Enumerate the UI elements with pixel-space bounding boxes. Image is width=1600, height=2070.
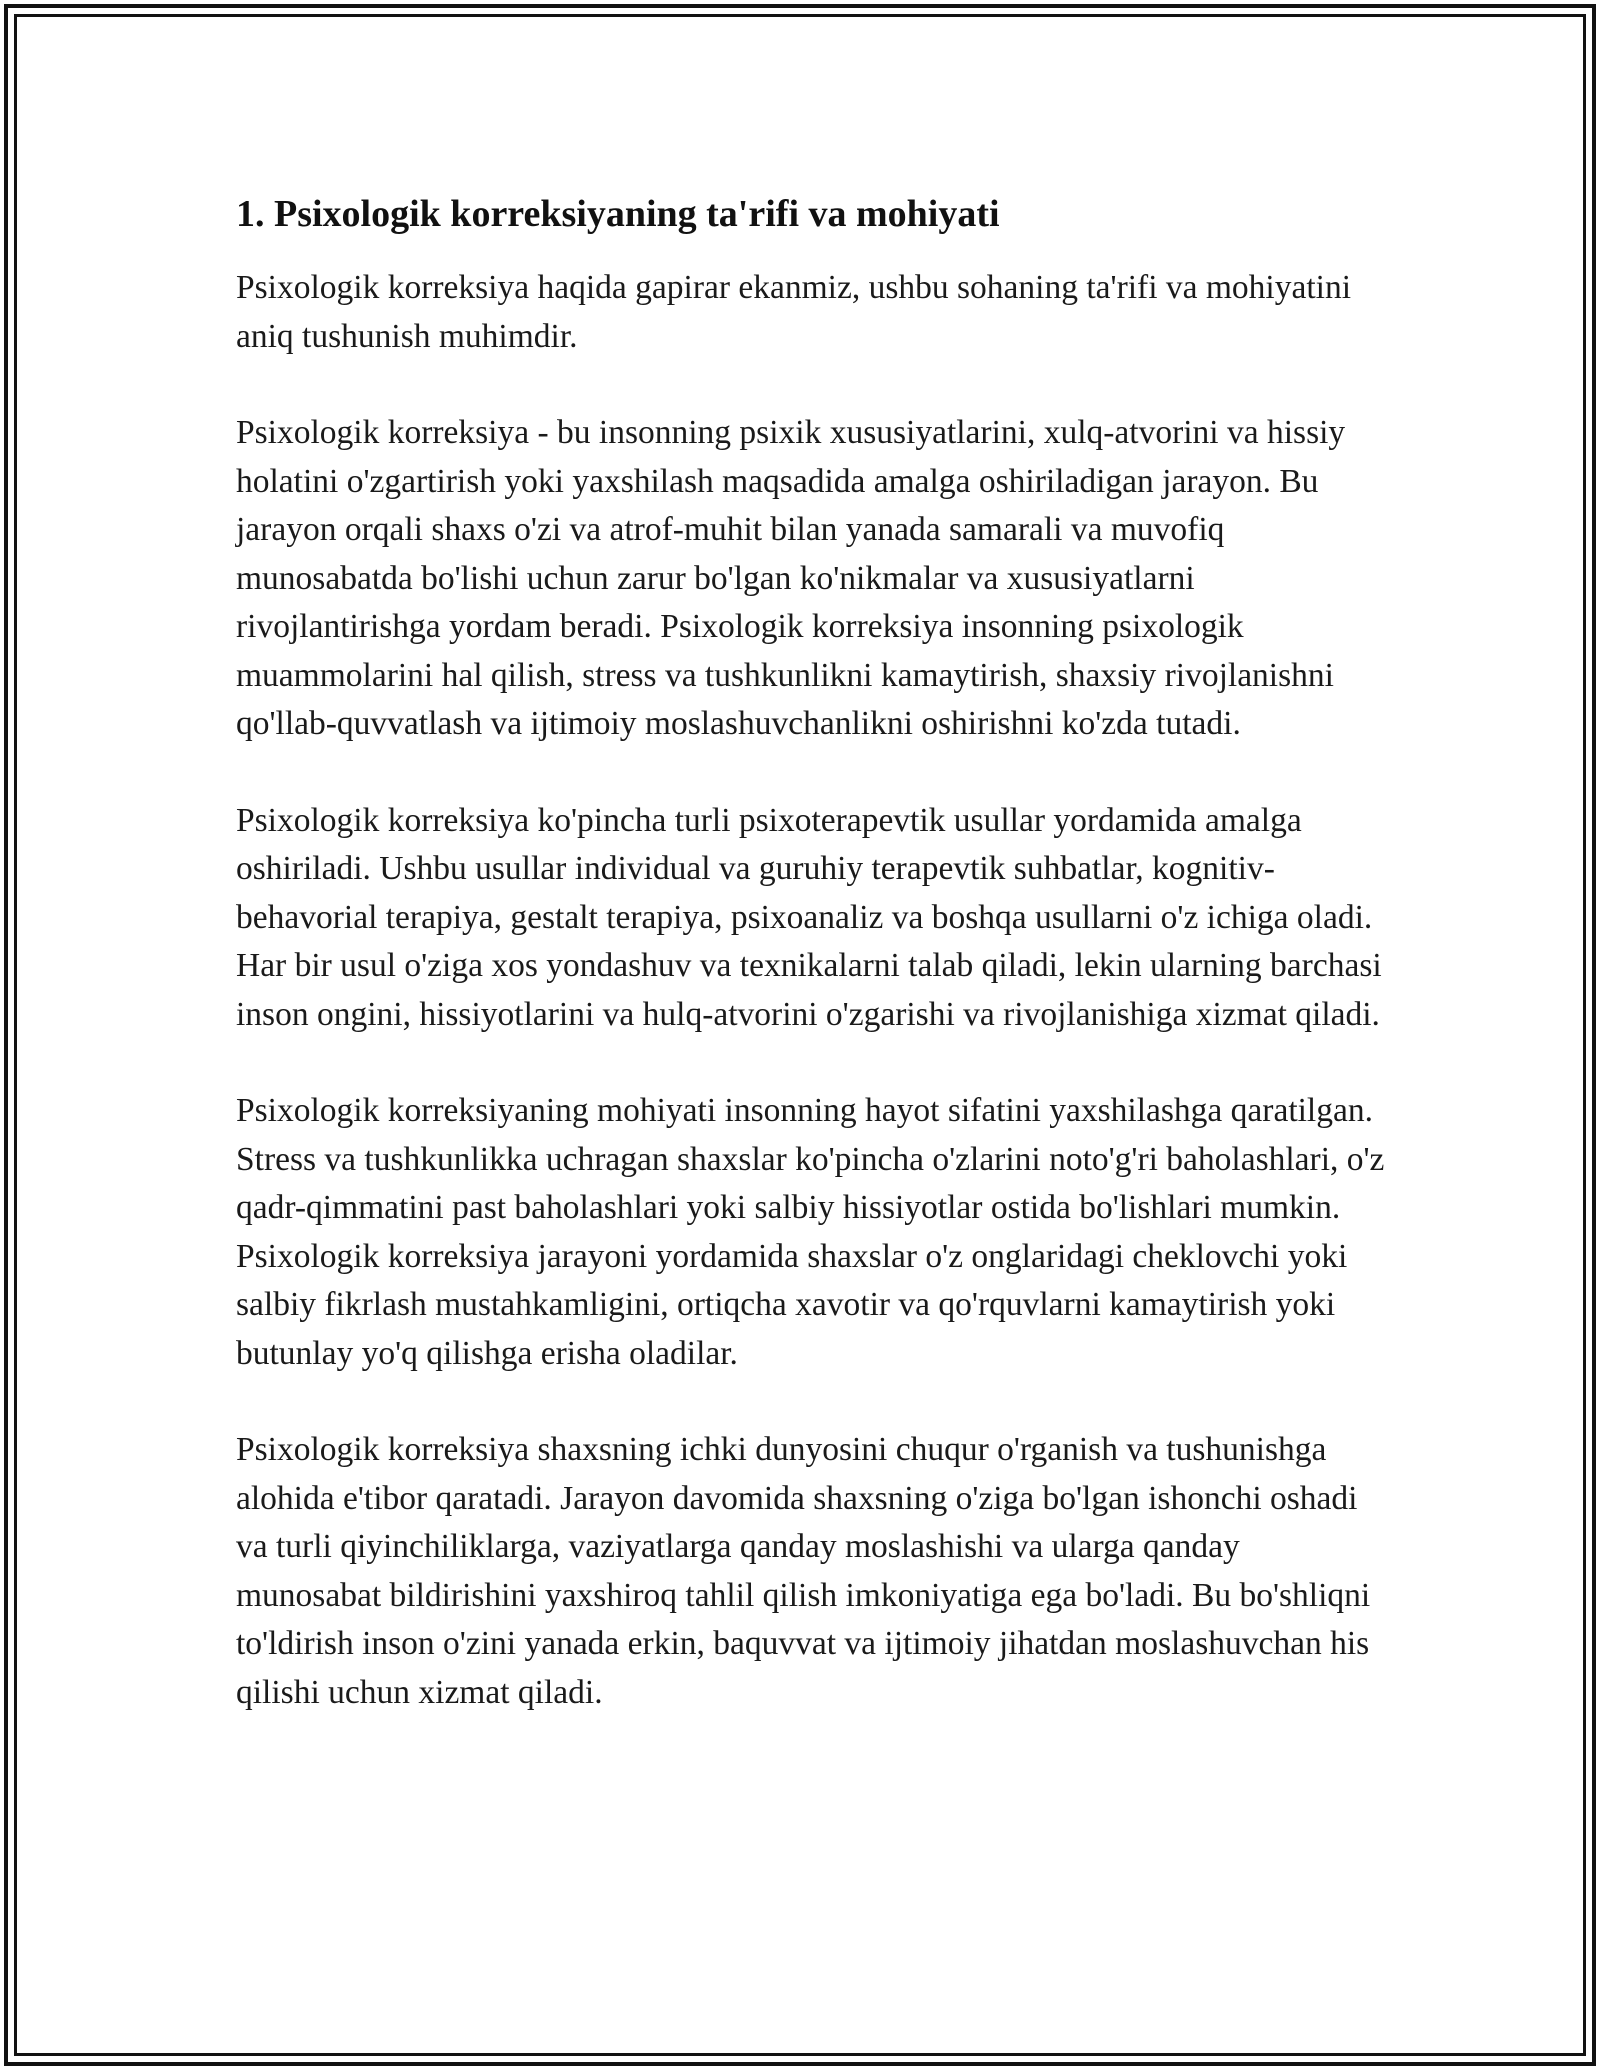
paragraph-definition: Psixologik korreksiya - bu insonning psixik xususiyatlarini, xulq-atvorini va hissiy holatini o'zgartirish yoki yaxshilash maqsadida amalga oshiriladigan jarayon. Bu jarayon orqali shaxs o'zi va atrof-muhit bilan yanada samarali va muvofiq munosabatda bo'lishi uchun zarur bo'lgan ko'nikmalar va xususiyatlarni rivojlantirishga yordam beradi. Psixologik korreksiya insonning psixologik muammolarini hal qilish, stress va tushkunlikni kamaytirish, shaxsiy rivojlanishni qo'llab-quvvatlash va ijtimoiy moslashuvchanlikni oshirishni ko'zda tutadi.	[236, 414, 1346, 742]
section-heading: 1. Psixologik korreksiyaning ta'rifi va mohiyati	[236, 193, 1000, 235]
document-body	[236, 186, 1386, 1717]
paragraph-methods: Psixologik korreksiya ko'pincha turli psixoterapevtik usullar yordamida amalga oshiriladi. Ushbu usullar individual va guruhiy terapevtik suhbatlar, kognitiv-behavorial terapiya, gestalt terapiya, psixoanaliz va boshqa usullarni o'z ichiga oladi. Har bir usul o'ziga xos yondashuv va texnikalarni talab qiladi, lekin ularning barchasi inson ongini, hissiyotlarini va hulq-atvorini o'zgarishi va rivojlanishiga xizmat qiladi.	[236, 801, 1382, 1033]
paragraph-intro: Psixologik korreksiya haqida gapirar ekanmiz, ushbu sohaning ta'rifi va mohiyatini aniq tushunish muhimdir.	[236, 269, 1352, 355]
paragraph-essence: Psixologik korreksiyaning mohiyati insonning hayot sifatini yaxshilashga qaratilgan. Stress va tushkunlikka uchragan shaxslar ko'pincha o'zlarini noto'g'ri baholashlari, o'z qadr-qimmatini past baholashlari yoki salbiy hissiyotlar ostida bo'lishlari mumkin. Psixologik korreksiya jarayoni yordamida shaxslar o'z onglaridagi cheklovchi yoki salbiy fikrlash mustahkamligini, ortiqcha xavotir va qo'rquvlarni kamaytirish yoki butunlay yo'q qilishga erisha oladilar.	[236, 1092, 1385, 1372]
paragraph-inner-world: Psixologik korreksiya shaxsning ichki dunyosini chuqur o'rganish va tushunishga alohida e'tibor qaratadi. Jarayon davomida shaxsning o'ziga bo'lgan ishonchi oshadi va turli qiyinchiliklarga, vaziyatlarga qanday moslashishi va ularga qanday munosabat bildirishini yaxshiroq tahlil qilish imkoniyatiga ega bo'ladi. Bu bo'shliqni to'ldirish inson o'zini yanada erkin, baquvvat va ijtimoiy jihatdan moslashuvchan his qilishi uchun xizmat qiladi.	[236, 1431, 1371, 1711]
